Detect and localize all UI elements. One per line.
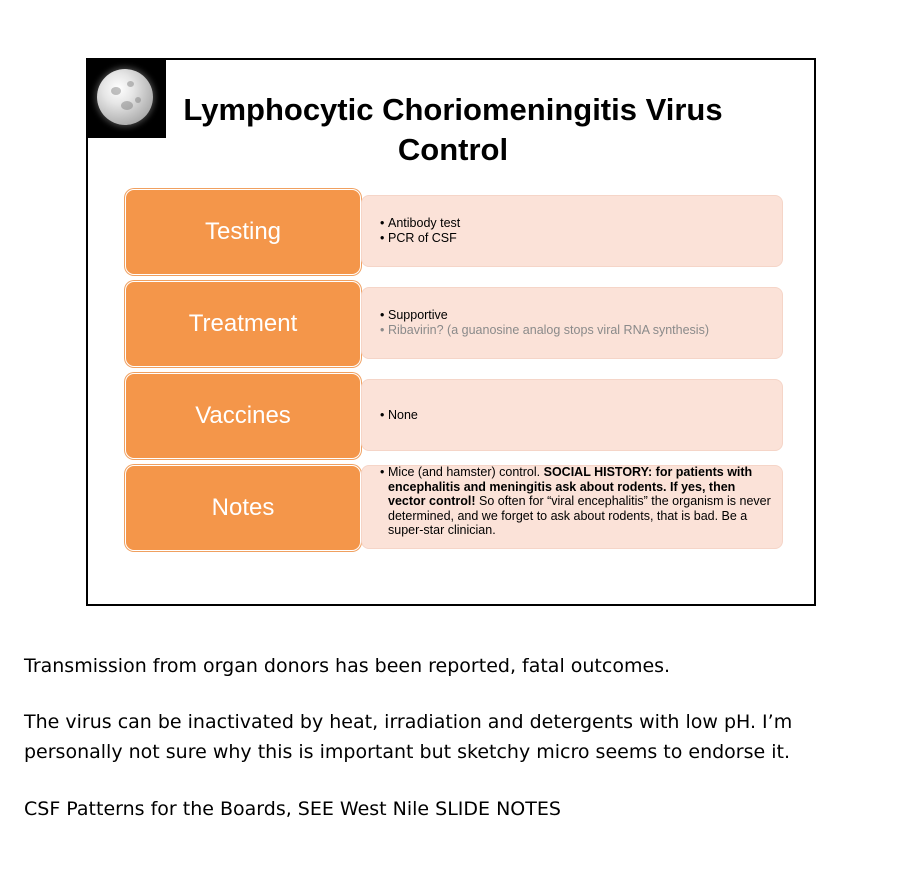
slide-title-line2: Control	[397, 132, 509, 167]
content-testing	[361, 195, 783, 267]
slide-title	[168, 90, 738, 170]
label-vaccines: Vaccines	[125, 373, 361, 459]
notes-paragraph	[380, 465, 772, 538]
speaker-note-2-line2: personally not sure why this is important but sketchy micro seems to endorse it.	[24, 741, 791, 763]
full-moon-icon	[88, 60, 166, 138]
label-treatment: Treatment	[125, 281, 361, 367]
notes-text-part1: Mice (and hamster) control.	[388, 465, 544, 479]
content-notes	[361, 465, 783, 549]
speaker-note-1: Transmission from organ donors has been reported, fatal outcomes.	[24, 655, 671, 677]
bullet-item: • PCR of CSF	[380, 231, 772, 246]
bullet-item: • None	[380, 408, 772, 423]
row-treatment	[125, 281, 783, 367]
slide-title-line1: Lymphocytic Choriomeningitis Virus	[183, 92, 723, 127]
notes-text-bold: SOCIAL HISTORY: for patients with encephalitis and meningitis ask about rodents. If yes, then vector control!	[388, 465, 753, 508]
row-testing	[125, 189, 783, 275]
slide	[86, 58, 816, 606]
label-testing: Testing	[125, 189, 361, 275]
row-vaccines	[125, 373, 783, 459]
row-notes	[125, 465, 783, 551]
label-notes: Notes	[125, 465, 361, 551]
content-treatment	[361, 287, 783, 359]
speaker-note-3: CSF Patterns for the Boards, SEE West Nile SLIDE NOTES	[24, 798, 561, 820]
notes-text-part2: So often for “viral encephalitis” the organism is never determined, and we forget to ask about rodents, that is bad. Be a super-star clinician.	[388, 494, 771, 537]
bullet-item: • Ribavirin? (a guanosine analog stops viral RNA synthesis)	[380, 323, 772, 338]
content-vaccines	[361, 379, 783, 451]
speaker-note-2-line1: The virus can be inactivated by heat, irradiation and detergents with low pH. I’m	[24, 711, 793, 733]
speaker-note-2	[24, 707, 792, 767]
bullet-item: • Antibody test	[380, 216, 772, 231]
bullet-item: • Supportive	[380, 308, 772, 323]
